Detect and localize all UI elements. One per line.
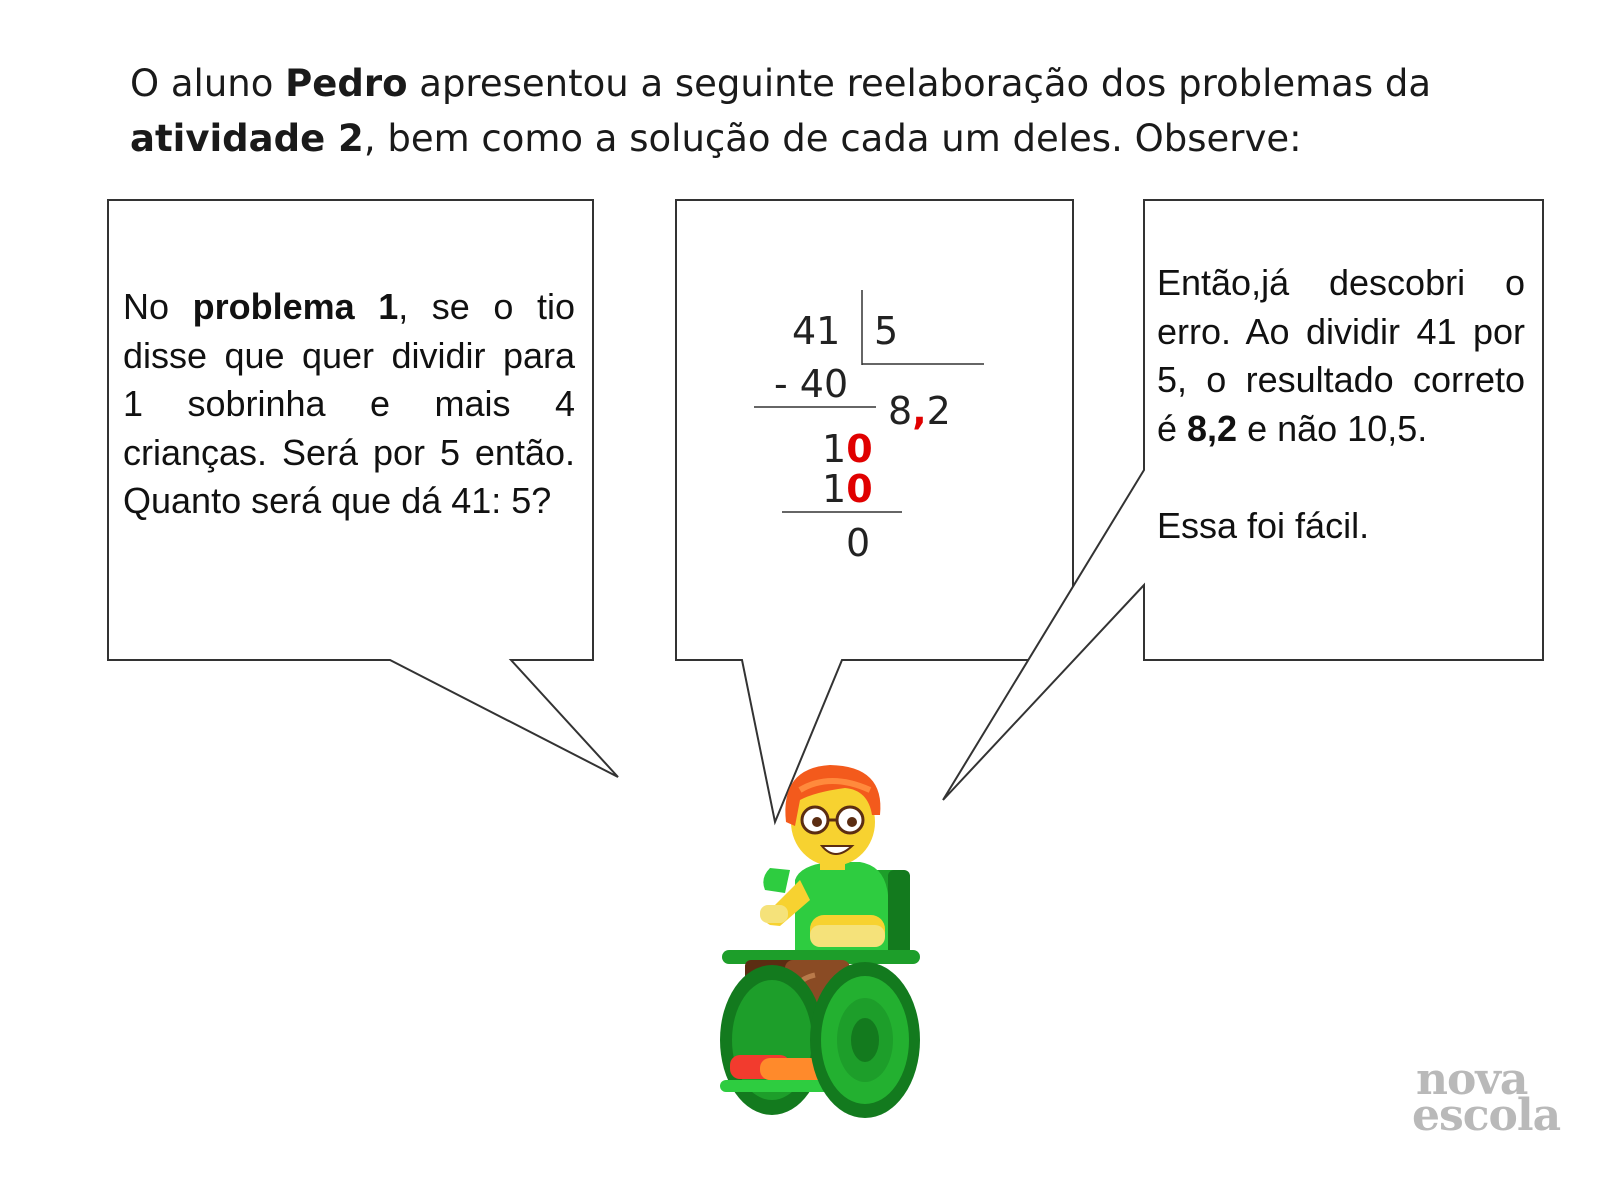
intro-part2: apresentou a seguinte reelaboração dos problemas da xyxy=(407,62,1432,105)
left-bubble-problem: problema 1 xyxy=(192,286,399,327)
subtrahend-2-zero: 0 xyxy=(846,467,873,511)
subtrahend: - 40 xyxy=(774,362,849,406)
student-wheelchair-illustration xyxy=(720,765,920,1118)
right-bubble-line2: Essa foi fácil. xyxy=(1157,504,1370,546)
quotient-integer: 8 xyxy=(888,389,913,433)
right-bubble-post: e não 10,5. xyxy=(1237,407,1428,449)
left-bubble-pre: No xyxy=(123,286,193,327)
activity-name: atividade 2 xyxy=(130,117,364,160)
quotient-comma: , xyxy=(912,389,927,433)
quotient-decimal: 2 xyxy=(926,389,951,433)
right-bubble-pre: Então,já descobri o erro. Ao dividir 41 por 5, o resultado correto é xyxy=(1157,262,1525,449)
logo-line-2: escola xyxy=(1412,1090,1561,1141)
right-bubble-paragraph xyxy=(1157,259,1525,453)
remainder-1-added-zero: 0 xyxy=(846,427,873,471)
intro-part3: , bem como a solução de cada um deles. Observe: xyxy=(363,117,1302,160)
middle-speech-bubble xyxy=(676,200,1073,822)
nova-escola-logo xyxy=(1412,1054,1572,1141)
left-bubble-text xyxy=(123,283,575,526)
logo-line-1: nova xyxy=(1416,1054,1528,1105)
final-remainder: 0 xyxy=(846,521,871,565)
intro-part1: O aluno xyxy=(130,62,286,105)
left-bubble-post: , se o tio disse que quer dividir para 1 sobrinha e mais 4 crianças. Será por 5 então. Quanto será que dá 41: 5? xyxy=(123,286,575,521)
right-bubble-text xyxy=(1157,259,1525,550)
dividend: 41 xyxy=(792,309,841,353)
remainder-1-digit: 1 xyxy=(822,427,847,471)
right-bubble-correct-result: 8,2 xyxy=(1187,407,1238,449)
divisor: 5 xyxy=(874,309,899,353)
subtrahend-2-digit: 1 xyxy=(822,467,847,511)
student-name: Pedro xyxy=(285,62,408,105)
